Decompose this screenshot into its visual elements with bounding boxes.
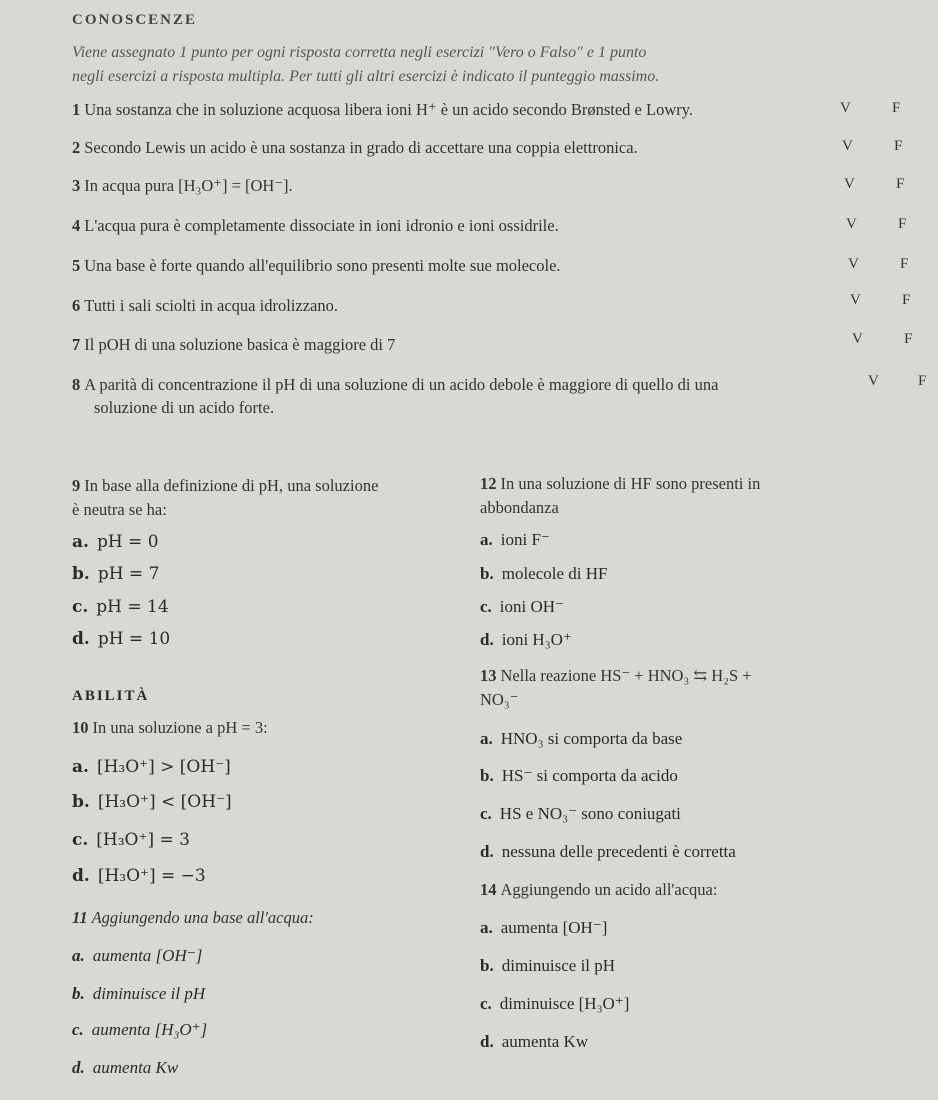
q13-option-a[interactable]: a. HNO₃ si comporta da base [480,729,683,748]
section-heading-conoscenze: CONOSCENZE [72,12,198,28]
vf-question-8-line-2: soluzione di un acido forte. [94,398,275,417]
vf-question-6: 6 Tutti i sali sciolti in acqua idrolizzano. [72,296,338,315]
vf-1-true-option[interactable]: V [840,100,851,116]
vf-question-1: 1 Una sostanza che in soluzione acquosa libera ioni H⁺ è un acido secondo Brønsted e Lowry. [72,100,694,119]
vf-7-false-option[interactable]: F [904,331,913,347]
q11-option-b[interactable]: b. diminuisce il pH [72,984,206,1003]
q10-stem: 10 In una soluzione a pH = 3: [72,718,268,737]
vf-8-false-option[interactable]: F [918,373,927,389]
q12-stem-line-1: 12 In una soluzione di HF sono presenti in [480,474,761,493]
q13-option-c[interactable]: c. HS e NO₃⁻ sono coniugati [480,804,681,823]
vf-4-true-option[interactable]: V [846,216,857,232]
q13-stem-line-1: 13 Nella reazione HS⁻ + HNO₃ ⇆ H₂S + [480,666,752,685]
q12-stem-line-2: abbondanza [480,498,559,517]
vf-question-2: 2 Secondo Lewis un acido è una sostanza in grado di accettare una coppia elettronica. [72,138,638,157]
q9-option-c[interactable]: c. pH = 14 [72,597,169,617]
vf-2-true-option[interactable]: V [842,138,853,154]
q13-option-d[interactable]: d. nessuna delle precedenti è corretta [480,842,736,861]
intro-line-1: Viene assegnato 1 punto per ogni risposta corretta negli esercizi "Vero o Falso" e 1 punto [72,44,647,61]
q12-option-d[interactable]: d. ioni H₃O⁺ [480,630,572,649]
vf-5-false-option[interactable]: F [900,256,909,272]
vf-4-false-option[interactable]: F [898,216,907,232]
q10-option-d[interactable]: d. [H₃O⁺] = −3 [72,866,206,886]
vf-6-false-option[interactable]: F [902,292,911,308]
q9-option-a[interactable]: a. pH = 0 [72,532,159,552]
q12-option-a[interactable]: a. ioni F⁻ [480,530,550,549]
q14-option-d[interactable]: d. aumenta Kw [480,1032,589,1051]
q11-stem: 11 Aggiungendo una base all'acqua: [72,908,314,927]
vf-5-true-option[interactable]: V [848,256,859,272]
vf-7-true-option[interactable]: V [852,331,863,347]
vf-question-7: 7 Il pOH di una soluzione basica è maggiore di 7 [72,335,396,354]
vf-question-5: 5 Una base è forte quando all'equilibrio sono presenti molte sue molecole. [72,256,561,275]
vf-6-true-option[interactable]: V [850,292,861,308]
q9-stem-line-2: è neutra se ha: [72,500,167,519]
vf-question-4: 4 L'acqua pura è completamente dissociate in ioni idronio e ioni ossidrile. [72,216,559,235]
q12-option-c[interactable]: c. ioni OH⁻ [480,597,565,616]
q13-stem-line-2: NO₃⁻ [480,690,519,709]
q13-option-b[interactable]: b. HS⁻ si comporta da acido [480,766,678,785]
vf-3-false-option[interactable]: F [896,176,905,192]
q9-option-b[interactable]: b. pH = 7 [72,564,160,584]
q10-option-a[interactable]: a. [H₃O⁺] > [OH⁻] [72,757,231,777]
vf-1-false-option[interactable]: F [892,100,901,116]
q11-option-a[interactable]: a. aumenta [OH⁻] [72,946,203,965]
intro-line-2: negli esercizi a risposta multipla. Per tutti gli altri esercizi è indicato il punteggio massimo. [72,68,660,85]
q12-option-b[interactable]: b. molecole di HF [480,564,608,583]
vf-question-8: 8 A parità di concentrazione il pH di una soluzione di un acido debole è maggiore di quello di una [72,375,719,394]
vf-2-false-option[interactable]: F [894,138,903,154]
vf-3-true-option[interactable]: V [844,176,855,192]
q10-option-c[interactable]: c. [H₃O⁺] = 3 [72,830,190,850]
q14-option-c[interactable]: c. diminuisce [H₃O⁺] [480,994,630,1013]
q11-option-d[interactable]: d. aumenta Kw [72,1058,179,1077]
q9-option-d[interactable]: d. pH = 10 [72,629,171,649]
q10-option-b[interactable]: b. [H₃O⁺] < [OH⁻] [72,792,232,812]
q14-option-b[interactable]: b. diminuisce il pH [480,956,616,975]
vf-question-3: 3 In acqua pura [H₃O⁺] = [OH⁻]. [72,176,293,195]
q14-stem: 14 Aggiungendo un acido all'acqua: [480,880,718,899]
q11-option-c[interactable]: c. aumenta [H₃O⁺] [72,1020,208,1039]
vf-8-true-option[interactable]: V [868,373,879,389]
q9-stem-line-1: 9 In base alla definizione di pH, una soluzione [72,476,379,495]
section-heading-abilita: ABILITÀ [72,688,150,704]
q14-option-a[interactable]: a. aumenta [OH⁻] [480,918,608,937]
